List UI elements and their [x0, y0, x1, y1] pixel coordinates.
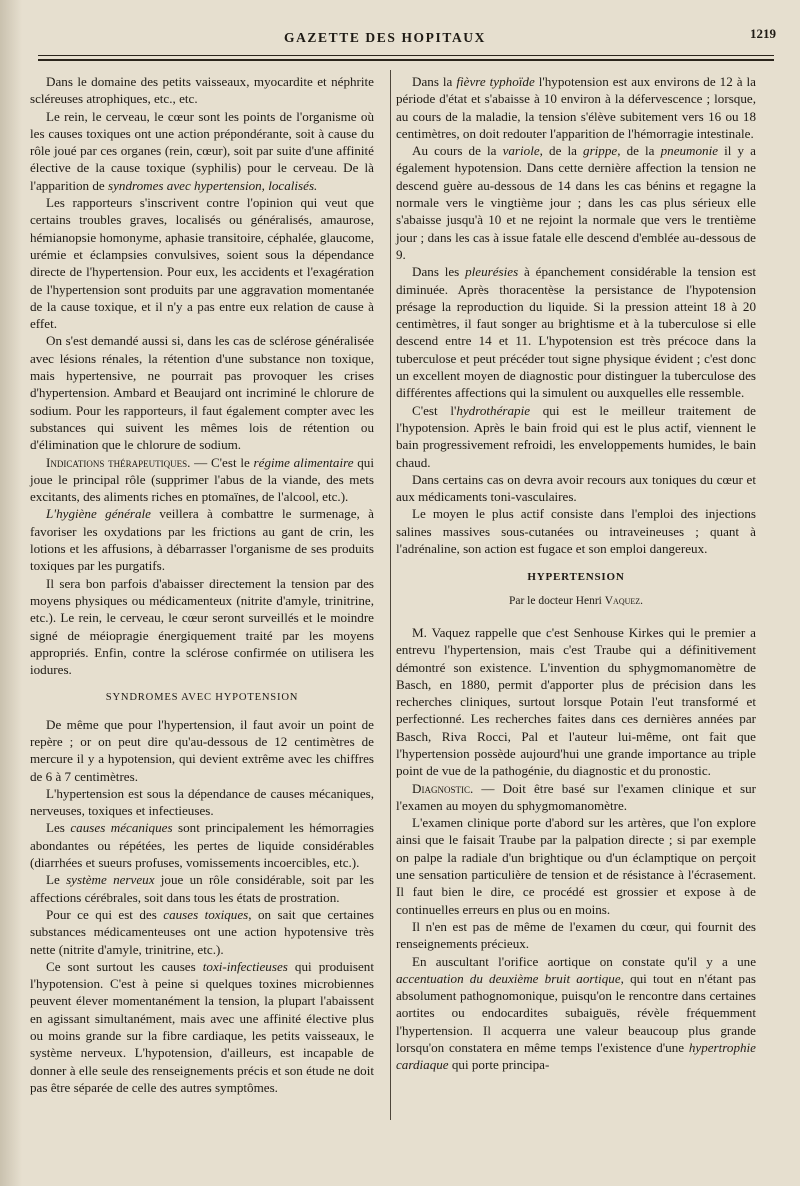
- emphasis-text: hydrothérapie: [456, 402, 531, 418]
- paragraph: [396, 73, 756, 142]
- emphasis-text: pneumonie: [660, 143, 719, 159]
- paragraph-text: qui joue le principal rôle (supprimer l'abus de la viande, des mets excitants, des aliments riches en ptomaïnes, de l'alcool, etc.).: [30, 454, 374, 505]
- paragraph-text: De même que pour l'hypertension, il faut avoir un point de repère ; or on peut dire qu'au-dessous de 12 centimètres de mercure il y a hypotension, qui devient extrême avec les chiffres de 6 à 7 centimètres.: [30, 716, 374, 784]
- paragraph-text: , qui tout en n'étant pas absolument pathognomonique, puisqu'on le rencontre dans certaines aortites ou endocardites subaiguës, révèle fréquemment l'hypertension. Il acquerra une valeur beaucoup plus grande lorsqu'on constatera en même temps l'existence d'une: [396, 970, 757, 1056]
- emphasis-text: syndromes avec hypertension, localisés.: [108, 177, 318, 193]
- paragraph-text: Le: [46, 872, 67, 888]
- paragraph-text: , de la: [617, 143, 661, 159]
- header-rule-thick: [38, 59, 774, 61]
- emphasis-text: toxi-infectieuses: [202, 958, 288, 974]
- paragraph-text: — C'est le: [190, 454, 254, 470]
- paragraph: [30, 575, 374, 679]
- paragraph-text: En auscultant l'orifice aortique on constate qu'il y a une: [412, 953, 756, 969]
- right-column: [396, 73, 756, 1074]
- paragraph-text: Au cours de la: [412, 143, 503, 159]
- paragraph: [30, 819, 374, 871]
- paragraph: [30, 505, 374, 574]
- emphasis-text: système nerveux: [66, 872, 155, 888]
- page-number: 1219: [750, 26, 776, 41]
- column-divider: [390, 70, 391, 1120]
- paragraph: [30, 108, 374, 194]
- run-in-heading: Diagnostic.: [412, 780, 474, 796]
- paragraph-text: Il n'en est pas de même de l'examen du cœur, qui fournit des renseignements précieux.: [396, 918, 756, 952]
- run-in-heading: Indications thérapeutiques.: [46, 454, 191, 470]
- paragraph-text: sont principalement les hémorragies abondantes ou répétées, les pertes de liquide considérables (diarrhées et sueurs profuses, vomissements incoercibles, etc.).: [30, 820, 375, 871]
- paragraph-text: , de la: [539, 143, 584, 159]
- paragraph-text: Ce sont surtout les causes: [46, 958, 203, 974]
- paragraph-text: M. Vaquez rappelle que c'est Senhouse Kirkes qui le premier a entrevu l'hypertension, mais c'est Traube qui a définitivement démontré son existence. L'invention du sphygmomanomètre de Basch, en 1880, permit d'apporter plus de précision dans les recherches cliniques, surtout lorsque Potain l'eut transformé et perfectionné. Les recherches faites dans ces dernières années par Basch, Riva Rocci, Pal et l'auteur lui-même, ont fait que l'hypertension possède aujourd'hui une grande importance au triple point de vue de la pathogénie, du diagnostic et du pronostic.: [396, 624, 756, 779]
- left-column: [30, 73, 374, 1096]
- paragraph-text: qui produisent l'hypotension. C'est à peine si quelques toxines microbiennes peuvent élever momentanément la tension, la plupart l'abaissent en agissant simultanément, mais avec une affinité élective plus ou moins grande sur la fibre cardiaque, les petits vaisseaux, le système nerveux. L'hypotension, d'ailleurs, est incapable de donner à elle seule des renseignements précis et son étude ne doit pas être séparée de celle des autres symptômes.: [30, 958, 374, 1095]
- paragraph: [396, 780, 756, 815]
- paragraph-text: Le rein, le cerveau, le cœur sont les points de l'organisme où les causes toxiques ont une action prépondérante, soit à cause du rôle joué par ces organes (rein, cœur), soit par suite d'une affinité élective de la cause toxique (syphilis) pour le cerveau. De là l'apparition de: [30, 108, 374, 193]
- section-heading: HYPERTENSION: [527, 571, 625, 584]
- byline-text: Par le docteur Henri: [508, 594, 605, 607]
- paragraph: [30, 958, 374, 1096]
- paragraph: [396, 471, 756, 506]
- paragraph: [396, 918, 756, 953]
- emphasis-text: causes toxiques: [163, 906, 249, 922]
- running-head: GAZETTE DES HOPITAUX: [283, 30, 487, 45]
- emphasis-text: pleurésies: [465, 264, 519, 280]
- paragraph-text: qui porte principa-: [448, 1057, 550, 1073]
- paragraph: [396, 263, 756, 401]
- paragraph-text: Le moyen le plus actif consiste dans l'emploi des injections salines massives sous-cutanées ou intraveineuses ; quant à l'adrénaline, son action est fugace et son emploi dangereux.: [396, 506, 756, 557]
- emphasis-text: causes mécaniques: [70, 820, 173, 836]
- paragraph-text: veillera à combattre le surmenage, à favoriser les oxydations par les frictions au gant de crin, les lotions et les affusions, à débarrasser l'organisme de ses produits toxiques par les purgatifs.: [30, 506, 374, 574]
- paragraph-text: L'examen clinique porte d'abord sur les artères, que l'on explore ainsi que le faisait Traube par la palpation directe ; si par exemple on palpe la radiale d'un brightique ou d'un éclamptique on perçoit une sensation particulière de tension et de résistance à l'écrasement. Il faut bien le dire, ce procédé est grossier et expose à de continuelles erreurs en plus ou en moins.: [396, 815, 756, 917]
- paragraph-text: L'hypertension est sous la dépendance de causes mécaniques, nerveuses, toxiques et infectieuses.: [30, 785, 374, 819]
- emphasis-text: variole: [502, 143, 540, 159]
- paragraph-text: à épanchement considérable la tension est diminuée. Après thoracentèse la persistance de l'hypotension présage la reproduction du liquide. Si la pression atteint 18 à 20 centimètres, il faut songer au brightisme et à la tuberculose si elle descend entre 14 et 11. L'hypotension est très précoce dans la tuberculose et peut précéder tout signe physique évident ; c'est donc un excellent moyen de diagnostic pour distinguer la tuberculose des différentes affections qui la simulent ou auxquelles elle ressemble.: [396, 264, 756, 401]
- paragraph-text: — Doit être basé sur l'examen clinique et sur l'examen au moyen du sphygmomanomètre.: [396, 780, 756, 813]
- paragraph-text: C'est l': [412, 402, 457, 418]
- paragraph: [396, 505, 756, 557]
- paragraph-text: On s'est demandé aussi si, dans les cas de sclérose généralisée avec lésions rénales, la rétention d'une substance non toxique, mais hypertensive, ne pourrait pas provoquer les crises d'hypertension. Ambard et Beaujard ont incriminé le chlorure de sodium. Pour les rapporteurs, il faut également compter avec les substances qui suivent les mêmes lois de rétention ou d'élimination que le chlorure de sodium.: [30, 333, 374, 453]
- paragraph-text: il y a également hypotension. Dans cette dernière affection la tension ne descend guère au-dessous de 14 dans les cas bénins et regagne la normale vers le vingtième jour ; dans les cas plus sérieux elle s'abaisse jusqu'à 10 et ne rejoint la normale que vers le trentième jour ; dans les cas à issue fatale elle descend d'emblée au-dessous de 9.: [396, 143, 756, 262]
- paragraph-text: Dans les: [412, 264, 466, 280]
- paragraph: [30, 332, 374, 453]
- emphasis-text: fièvre typhoïde: [456, 74, 535, 89]
- paragraph-text: Les rapporteurs s'inscrivent contre l'opinion qui veut que certains troubles graves, localisés ou généralisés, amaurose, hémianopsie homonyme, aphasie transitoire, céphalée, glaucome, urémie et éclampsies convulsives, soient sous la dépendance directe de l'hypertension. Pour eux, les accidents et l'exagération de l'hypertension sont produits par une aggravation momentanée de la cause toxique, et il n'y a pas entre eux relation de cause à effet.: [30, 195, 374, 332]
- paragraph: [396, 402, 756, 471]
- paragraph-text: Dans certains cas on devra avoir recours aux toniques du cœur et aux médicaments toni-vasculaires.: [396, 471, 756, 505]
- paragraph-text: Les: [46, 820, 71, 836]
- paragraph-text: l'hypotension est aux environs de 12 à la période d'état et s'abaisse à 10 environ à la défervescence ; lorsque, au cours de la maladie, la tension s'élève subitement vers 16 ou 18 centimètres, on doit redouter l'apparition de l'hémorragie intestinale.: [396, 74, 756, 141]
- paragraph-text: Pour ce qui est des: [46, 906, 164, 922]
- byline: [396, 593, 756, 610]
- emphasis-text: grippe: [583, 143, 618, 159]
- header-rule-thin: [38, 55, 774, 56]
- binding-shadow: [0, 0, 22, 1186]
- section-heading: SYNDROMES AVEC HYPOTENSION: [105, 692, 299, 704]
- paragraph-text: Dans la: [412, 74, 457, 89]
- paragraph: [30, 454, 374, 506]
- emphasis-text: accentuation du deuxième bruit aortique: [396, 970, 621, 986]
- paragraph-text: Dans le domaine des petits vaisseaux, myocardite et néphrite scléreuses atrophiques, etc., etc.: [30, 74, 374, 107]
- paragraph: [30, 906, 374, 958]
- paragraph: [30, 785, 374, 820]
- paragraph-text: joue un rôle considérable, soit par les affections cérébrales, soit dans tous les états de prostration.: [30, 872, 374, 905]
- paragraph: [396, 814, 756, 918]
- emphasis-text: régime alimentaire: [253, 454, 354, 470]
- paragraph: [396, 142, 756, 263]
- paragraph: [396, 953, 756, 1074]
- paragraph: [30, 194, 374, 332]
- paragraph-text: Il sera bon parfois d'abaisser directement la tension par des moyens physiques ou médicamenteux (nitrite d'amyle, trinitrine, etc.). Le rein, le cerveau, le cœur seront surveillés et le moindre signé de méiopragie énergiquement traité par les moyens appropriés. Enfin, contre la sclérose confirmée on utilisera les iodures.: [30, 575, 374, 678]
- paragraph: [30, 871, 374, 906]
- emphasis-text: L'hygiène générale: [46, 506, 151, 522]
- paragraph: [396, 624, 756, 780]
- paragraph-text: , on sait que certaines substances médicamenteuses ont une action hypotensive très nette (nitrite d'amyle, trinitrine, etc.).: [30, 906, 374, 957]
- emphasis-text: hypertrophie cardiaque: [396, 1040, 756, 1073]
- paragraph: [30, 716, 374, 785]
- paragraph: [30, 73, 374, 108]
- author-name: Vaquez.: [604, 594, 644, 607]
- paragraph-text: qui est le meilleur traitement de l'hypotension. Après le bain froid qui est le plus actif, viennent le bain progressivement refroidi, les enveloppements humides, le bain chaud.: [396, 402, 756, 470]
